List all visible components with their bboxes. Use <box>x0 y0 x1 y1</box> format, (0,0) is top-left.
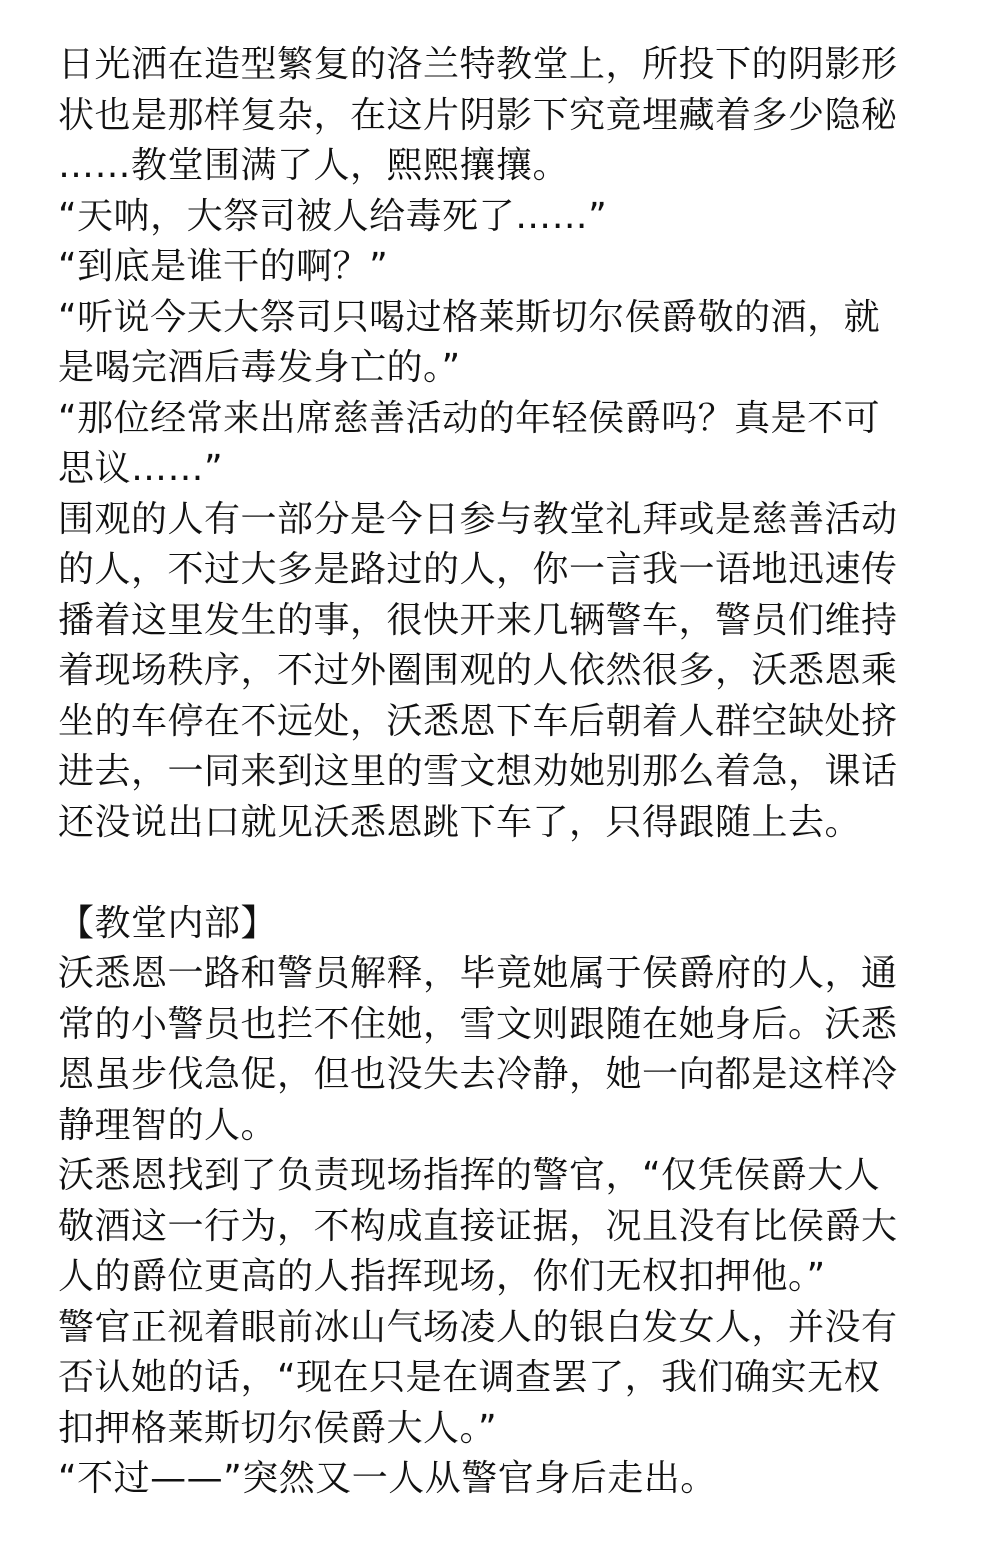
paragraph-officer-2: 警官正视着眼前冰山气场凌人的银白发女人，并没有 否认她的话，“现在只是在调查罢了，我们确实无权 扣押格莱斯切尔侯爵大人。” <box>58 1306 898 1449</box>
story-text <box>58 40 948 1505</box>
paragraph-dialogue-3: “听说今天大祭司只喝过格莱斯切尔侯爵敬的酒，就 是喝完酒后毒发身亡的。” <box>58 296 881 388</box>
paragraph-dialogue-1: “天呐，大祭司被人给毒死了……” <box>58 195 608 237</box>
paragraph-dialogue-2: “到底是谁干的啊？” <box>58 246 389 287</box>
paragraph-gap <box>58 848 948 899</box>
paragraph-closing: “不过——”突然又一人从警官身后走出。 <box>58 1458 717 1499</box>
paragraph-dialogue-4: “那位经常来出席慈善活动的年轻侯爵吗？真是不可 思议……” <box>58 397 881 489</box>
paragraph-entering: 沃悉恩一路和警员解释，毕竟她属于侯爵府的人，通 常的小警员也拦不住她，雪文则跟随在她身后。沃悉 恩虽步伐急促，但也没失去冷静，她一向都是这样冷 静理智的人。 <box>58 953 898 1146</box>
paragraph-crowd: 围观的人有一部分是今日参与教堂礼拜或是慈善活动 的人，不过大多是路过的人，你一言我一语地迅速传 播着这里发生的事，很快开来几辆警车，警员们维持 着现场秩序，不过外圈围观的人依然很多，沃悉恩乘 坐的车停在不远处，沃悉恩下车后朝着人群空缺处挤 进去，一同来到这里的雪文想劝她别那么着急，课话 还没说出口就见沃悉恩跳下车了，只得跟随上去。 <box>58 498 898 843</box>
paragraph-opening: 日光洒在造型繁复的洛兰特教堂上，所投下的阴影形 状也是那样复杂，在这片阴影下究竟埋藏着多少隐秘 ……教堂围满了人，熙熙攘攘。 <box>58 44 898 186</box>
section-heading: 【教堂内部】 <box>58 902 278 944</box>
paragraph-officer-1: 沃悉恩找到了负责现场指挥的警官，“仅凭侯爵大人 敬酒这一行为，不构成直接证据，况且没有比侯爵大 人的爵位更高的人指挥现场，你们无权扣押他。” <box>58 1155 898 1297</box>
